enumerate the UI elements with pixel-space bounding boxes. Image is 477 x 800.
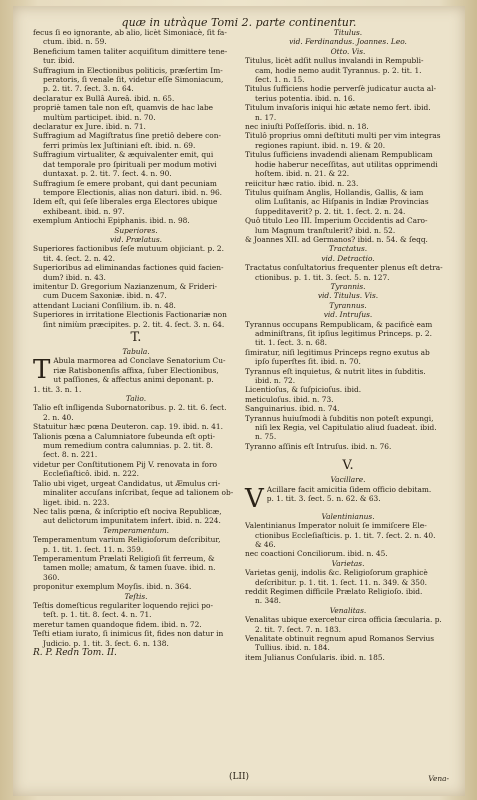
index-line: Suffragium in Electionibus politicis, præſertim Im-	[33, 65, 223, 75]
index-line: tur. ibid.	[43, 56, 75, 66]
index-heading: Teſtis.	[124, 591, 148, 601]
left-column	[33, 28, 239, 659]
index-heading: Otto. Vis.	[330, 46, 366, 56]
index-line: item Julianus Conſularis. ibid. n. 185.	[245, 652, 385, 662]
index-heading: vid. Detractio.	[321, 253, 375, 263]
index-line: n. 17.	[255, 112, 277, 122]
index-line: ferri primùs lex Juſtiniani eſt. ibid. n. 69.	[43, 140, 196, 150]
index-line: adminiſtrans, ſit ipſius legitimus Princeps. p. 2.	[255, 329, 432, 338]
index-line: Tractatus conſultatorius frequenter plenus eſt detra-	[245, 263, 443, 273]
index-line: Temperamentum varium Religioſorum deſcribitur,	[33, 535, 221, 545]
index-heading: Tyrannus.	[329, 300, 367, 310]
index-line: Venalitas ubique exercetur circa officia ſæcularia. p.	[245, 615, 442, 625]
index-line: ctionibus. p. 1. tit. 3. ſect. 5. n. 127.	[255, 272, 390, 282]
index-line: reddit Regimen difficile Prælato Religioſo. ibid.	[245, 586, 423, 596]
index-line: Valentinianus Imperator noluit ſe immiſcere Ele-	[245, 521, 427, 531]
index-line: lum Magnum tranſtulerit? ibid. n. 52.	[255, 225, 396, 235]
index-line: nec iniuſti Poſſeſſoris. ibid. n. 18.	[245, 122, 369, 132]
index-line: tempore Electionis, alias non daturi. ibid. n. 96.	[43, 187, 223, 197]
right-entries-b	[245, 512, 451, 663]
index-line: Tyrannus huiuſmodi à ſubditis non poteſt expungi,	[245, 413, 434, 423]
index-line: & Joannes XII. ad Germanos? ibid. n. 54. & ſeqq.	[245, 234, 428, 244]
right-entries-a	[245, 28, 451, 451]
page-header: quæ in utràque Tomi 2. parte continentur.	[121, 16, 357, 29]
index-line: Quô titulo Leo III. Imperium Occidentis ad Caro-	[245, 216, 428, 226]
index-line: Titulus ſufficiens invadendi alienam Rempublicam	[245, 150, 433, 160]
index-heading: Talio.	[125, 394, 147, 404]
index-line: 2. tit. 7. ſect. 7. n. 183.	[255, 624, 342, 634]
page-number: (LII)	[228, 772, 250, 782]
index-line: Talio ubi viget, urgeat Candidatus, ut Æmulus cri-	[33, 478, 221, 488]
index-line: Idem eſt, qui ſeſe liberales erga Electores ubique	[33, 197, 218, 207]
tabula-entry	[33, 356, 239, 394]
index-line: Suffragium ad Magiſtratus ſine pretiô debere con-	[33, 131, 221, 141]
index-line: hoſtem. ibid. n. 21. & 22.	[255, 169, 350, 179]
index-line: tit. 1. ſect. 3. n. 68.	[255, 338, 327, 348]
index-line: tit. 4. ſect. 2. n. 42.	[43, 253, 115, 263]
index-line: 1. tit. 3. n. 1.	[33, 384, 82, 394]
index-line: attendant Luciani Conſilium. ib. n. 48.	[33, 300, 176, 310]
index-line: videtur per Conſtitutionem Pij V. renovata in foro	[33, 459, 217, 469]
index-line: Tyrannus eſt inquietus, & nutrit lites in ſubditis.	[245, 366, 426, 376]
index-heading: vid. Intruſus.	[323, 310, 373, 320]
index-line: exhibeant. ibid. n. 97.	[43, 206, 125, 216]
index-line: meticuloſus. ibid. n. 73.	[245, 394, 334, 404]
index-line: Titulus quiſnam Anglis, Hollandis, Gallis, & iam	[245, 187, 424, 197]
index-line: Superiores in irritatione Electionis Factionariæ non	[33, 310, 227, 320]
index-line: liget. ibid. n. 223.	[43, 497, 110, 507]
index-heading: vid. Titulus. Vis.	[317, 291, 379, 301]
left-entries-a	[33, 28, 239, 329]
index-heading: Valentinianus.	[321, 511, 375, 521]
index-line: hodie haberur neceſſitas, aut utilitas opprimendi	[255, 159, 438, 169]
index-line: 360.	[43, 572, 60, 582]
index-line: Varietas genij, indolis &c. Religioſorum graphicè	[245, 568, 428, 578]
index-line: p. 2. tit. 7. ſect. 3. n. 64.	[43, 84, 134, 94]
index-line: Eccleſiaſticô. ibid. n. 222.	[43, 469, 139, 479]
index-line: dum? ibid. n. 43.	[43, 272, 106, 282]
left-entries-b	[33, 394, 239, 648]
dropcap-v: V	[245, 483, 264, 514]
dropcap-t: T	[33, 355, 51, 386]
index-line: Titulus, licèt adſit nullus invalandi in Rempubli-	[245, 56, 424, 66]
index-line: p. 1. tit. 3. ſect. 5. n. 62. & 63.	[266, 494, 381, 504]
index-heading: Tractatus.	[328, 244, 368, 254]
heading-vacillare: Vacillare.	[330, 475, 366, 485]
section-letter-v: V.	[342, 458, 354, 474]
index-page	[13, 6, 465, 796]
index-heading: vid. Prælatus.	[109, 234, 163, 244]
index-line: Tullius. ibid. n. 184.	[255, 643, 330, 653]
vacillare-text	[245, 485, 451, 504]
index-line: olim Luſitanis, ac Hiſpanis in Indiæ Provincias	[255, 197, 429, 207]
index-line: ctionibus Eccleſiaſticis. p. 1. tit. 7. ſect. 2. n. 40.	[255, 530, 436, 540]
index-heading: Superiores.	[114, 225, 158, 235]
index-line: Teſtis domeſticus regulariter loquendo rejici po-	[33, 600, 213, 610]
index-line: Superiores factionibus ſeſe mutuum objiciant. p. 2.	[33, 244, 224, 254]
index-line: cam, hodie nemo audit Tyrannus. p. 2. tit. 1.	[255, 65, 422, 75]
index-line: tamen molle; amatum, & tamen ſuave. ibid. n.	[43, 563, 216, 573]
index-line: ſect. 1. n. 15.	[255, 75, 305, 85]
index-line: imitentur D. Gregorium Nazianzenum, & Frideri-	[33, 281, 218, 291]
index-line: aut delictorum impunitatem infert. ibid. n. 224.	[43, 516, 221, 526]
section-letter-t: T.	[130, 330, 142, 345]
index-line: minaliter accuſans inſcribat, ſeque ad talionem ob-	[43, 488, 234, 498]
index-line: niſi lex Regia, vel Capitulatio aliud ſuadeat. ibid.	[255, 423, 437, 433]
vacillare-entry	[245, 485, 451, 512]
index-heading: Temperamentum.	[102, 525, 169, 535]
index-line: declaratur ex Bullâ Aureâ. ibid. n. 65.	[33, 93, 175, 103]
heading-tabula: Tabula.	[122, 347, 150, 356]
index-line: multùm participet. ibid. n. 70.	[43, 112, 156, 122]
index-line: Beneficium tamen taliter acquiſitum dimittere tene-	[33, 46, 228, 56]
index-line: dat temporale pro ſpirituali per modum motivi	[43, 159, 217, 169]
index-line: teſt. p. 1. tit. 8. ſect. 4. n. 71.	[43, 610, 152, 620]
index-line: Venalitate obtinuit regnum apud Romanos Servius	[245, 633, 435, 643]
index-line: declaratur ex Jure. ibid. n. 71.	[33, 122, 146, 132]
index-line: Judicio. p. 1. tit. 3. ſect. 6. n. 138.	[43, 638, 169, 648]
index-line: regiones rapiunt. ibid. n. 19. & 20.	[255, 140, 386, 150]
index-line: exemplum Antiochi Epiphanis. ibid. n. 98.	[33, 216, 190, 226]
index-line: Abula marmorea ad Conclave Senatorium Cu-	[53, 356, 226, 366]
index-line: Superioribus ad eliminandas factiones quid facien-	[33, 263, 224, 273]
index-line: riæ Ratisbonenſis affixa, ſuber Electionibus,	[53, 365, 219, 375]
index-line: propriè tamen tale non eſt, quamvis de hac labe	[33, 103, 214, 113]
index-line: ſuppeditaverit? p. 2. tit. 1. ſect. 2. n. 24.	[255, 206, 406, 216]
index-line: ctum. ibid. n. 59.	[43, 37, 107, 47]
index-line: Talio eſt inſligenda Subornatoribus. p. 2. tit. 6. ſect.	[33, 403, 227, 413]
index-line: Nec talis pœna, & inſcriptio eſt nociva Republicæ,	[33, 506, 222, 516]
index-heading: Varietas.	[331, 558, 365, 568]
index-line: ipſo ſuperſtes ſit. ibid. n. 70.	[255, 357, 361, 367]
index-line: Suffragium virtualiter, & æquivalenter emit, qui	[33, 150, 214, 160]
index-heading: vid. Ferdinandus. Joannes. Leo.	[289, 37, 407, 47]
index-line: fecus ſi eo ignorante, ab alio, licèt Simoniacè, ſit fa-	[33, 28, 227, 37]
index-line: nec coactioni Conciliorum. ibid. n. 45.	[245, 549, 388, 559]
index-line: Tyranno aſſinis eſt Intruſus. ibid. n. 76.	[245, 441, 392, 451]
index-line: & 46.	[255, 539, 276, 549]
index-line: Suffragium ſe emere probant, qui dant pecuniam	[33, 178, 217, 188]
index-line: deſcribitur. p. 1. tit. 1. ſect. 11. n. 349. & 350.	[255, 577, 428, 587]
index-line: ſint nimiùm præcipites. p. 2. tit. 4. ſect. 3. n. 64.	[43, 319, 225, 329]
index-line: Teſti etiam iurato, ſi inimicus ſit, fides non datur in	[33, 629, 224, 639]
index-line: terius potentia. ibid. n. 16.	[255, 93, 355, 103]
index-line: ut paſſiones, & affectus animi deponant. p.	[53, 375, 214, 385]
index-line: Tyrannus occupans Rempublicam, & pacificè eam	[245, 319, 433, 329]
catchword: Vena-	[428, 774, 449, 783]
index-line: Acillare facit amicitia ſidem officio debitam.	[266, 484, 432, 494]
index-line: ibid. n. 72.	[255, 376, 296, 386]
index-line: Talionis pœna a Calumniatore ſubeunda eſt opti-	[33, 431, 215, 441]
tabula-text	[33, 356, 239, 394]
signature-footer: R. P. Redn Tom. II.	[33, 648, 117, 658]
index-line: 2. n. 40.	[43, 412, 74, 422]
index-heading: Tyrannis.	[330, 281, 366, 291]
index-heading: Titulus.	[333, 28, 363, 37]
index-line: Titulô proprius omni deſtituti multi per vim integras	[245, 131, 441, 141]
index-line: reiicitur hæc ratio. ibid. n. 23.	[245, 178, 359, 188]
index-heading: Venalitas.	[329, 605, 367, 615]
index-line: Licentioſus, & ſuſpicioſus. ibid.	[245, 385, 362, 395]
index-line: ſect. 8. n. 221.	[43, 450, 98, 460]
index-line: Statuitur hæc pœna Deuteron. cap. 19. ibid. n. 41.	[33, 422, 223, 432]
index-line: cum Ducem Saxoniæ. ibid. n. 47.	[43, 291, 167, 301]
index-line: n. 348.	[255, 596, 281, 606]
index-line: ſimiratur, niſi legitimus Princeps regno exutus ab	[245, 347, 430, 357]
index-line: p. 1. tit. 1. ſect. 11. n. 359.	[43, 544, 144, 554]
index-line: Sanguinarius. ibid. n. 74.	[245, 404, 340, 414]
index-line: proponitur exemplum Moyſis. ibid. n. 364.	[33, 582, 192, 592]
index-line: peratoris, ſi venale ſit, videtur eſſe Simoniacum,	[43, 75, 224, 85]
index-line: Titulum invaſoris iniqui hic ætate nemo fert. ibid.	[245, 103, 431, 113]
index-line: duntaxat. p. 2. tit. 7. ſect. 4. n. 90.	[43, 169, 172, 179]
index-line: mum remedium contra calumnias. p. 2. tit. 8.	[43, 441, 213, 451]
index-line: Titulus ſufficiens hodie perverſè judicatur aucta al-	[245, 84, 436, 94]
index-line: n. 75.	[255, 432, 277, 442]
index-line: meretur tamen quandoque fidem. ibid. n. 72.	[33, 619, 202, 629]
right-column	[245, 28, 451, 662]
index-line: Temperamentum Prælati Religioſi ſit ferreum, &	[33, 553, 215, 563]
